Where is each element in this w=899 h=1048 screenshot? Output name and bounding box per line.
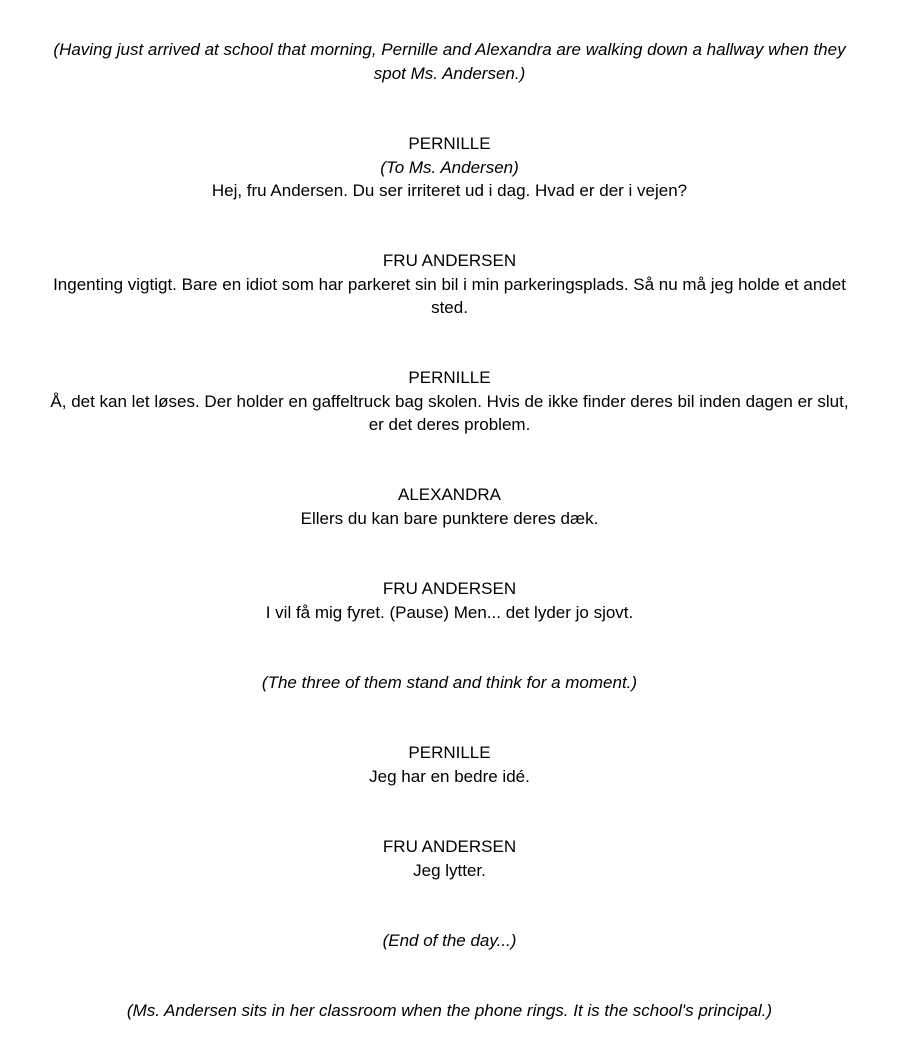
dialogue-block: [0, 132, 899, 203]
stage-direction: [0, 999, 899, 1023]
dialogue-block: [0, 741, 899, 788]
dialogue-line: Hej, fru Andersen. Du ser irriteret ud i dag. Hvad er der i vejen?: [211, 181, 688, 200]
parenthetical: (To Ms. Andersen): [380, 157, 519, 177]
character-name: PERNILLE: [408, 134, 491, 153]
character-name: ALEXANDRA: [398, 485, 501, 504]
dialogue-line: Jeg lytter.: [413, 860, 486, 880]
dialogue-line: er det deres problem.: [368, 415, 531, 434]
character-name: FRU ANDERSEN: [382, 251, 517, 270]
stage-direction-line: (The three of them stand and think for a moment.): [261, 673, 638, 692]
character-name: PERNILLE: [408, 743, 491, 762]
character-name: FRU ANDERSEN: [382, 579, 517, 598]
dialogue-line: sted.: [431, 298, 468, 317]
character-name: FRU ANDERSEN: [382, 837, 517, 856]
dialogue-line: Å, det kan let løses. Der holder en gaffeltruck bag skolen. Hvis de ikke finder deres bil inden dagen er slut,: [50, 391, 849, 411]
character-name: PERNILLE: [408, 368, 491, 387]
stage-direction-line: (Ms. Andersen sits in her classroom when the phone rings. It is the school's principal.): [126, 1001, 773, 1020]
dialogue-line: Jeg har en bedre idé.: [369, 766, 530, 786]
stage-direction: [0, 929, 899, 953]
dialogue-line: Ingenting vigtigt. Bare en idiot som har parkeret sin bil i min parkeringsplads. Så nu må jeg holde et andet: [53, 274, 846, 294]
stage-direction: [0, 671, 899, 695]
dialogue-line: Ellers du kan bare punktere deres dæk.: [300, 508, 599, 528]
dialogue-block: [0, 835, 899, 882]
stage-direction-line: (End of the day...): [382, 931, 517, 950]
dialogue-line: I vil få mig fyret. (Pause) Men... det lyder jo sjovt.: [265, 602, 634, 622]
dialogue-block: [0, 366, 899, 437]
dialogue-block: [0, 249, 899, 320]
stage-direction-opening: [0, 38, 899, 85]
stage-direction-line: (Having just arrived at school that morning, Pernille and Alexandra are walking down a hallway when they: [53, 40, 846, 59]
dialogue-block: [0, 483, 899, 530]
dialogue-block: [0, 577, 899, 624]
stage-direction-line: spot Ms. Andersen.): [373, 63, 526, 83]
